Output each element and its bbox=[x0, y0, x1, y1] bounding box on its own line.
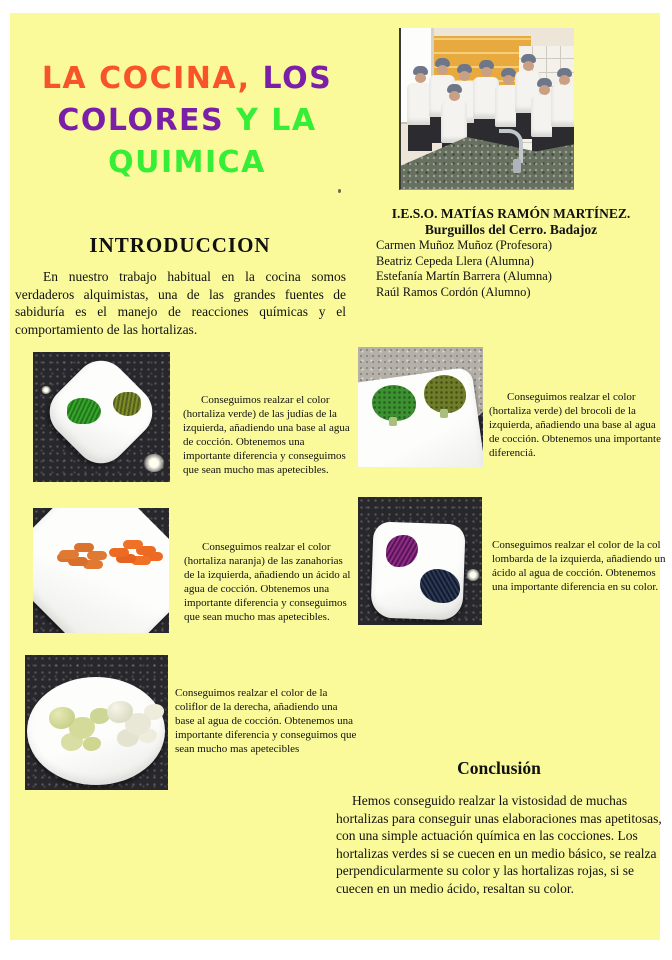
caption-brocoli: Conseguimos realzar el color (hortaliza verde) del brocoli de la izquierda, añadiendo una base al agua de cocción. Obtenemos una importante diferenciá. bbox=[489, 391, 661, 459]
title-part-colores: COLORES bbox=[57, 103, 225, 138]
introduction-heading: INTRODUCCION bbox=[89, 233, 271, 257]
conclusion-text: Hemos conseguido realzar la vistosidad de muchas hortalizas para conseguir unas elaboraciones mas apetitosas, con una simple actuación química en las cocciones. Los hortalizas verdes si se cuecen en un medio básico, se realza perpendicularmente su color y las hortalizas rojas, si se cuecen en un medio ácido, resaltan su color. bbox=[336, 793, 662, 896]
beans-bright-pile bbox=[67, 398, 101, 424]
plate bbox=[33, 508, 169, 633]
broccoli-bright-pile bbox=[372, 385, 416, 421]
photo-judias-verdes bbox=[33, 352, 170, 482]
photo-coliflor bbox=[25, 655, 168, 790]
plate bbox=[358, 367, 483, 467]
beans-olive-pile bbox=[113, 392, 141, 416]
light-glare bbox=[466, 569, 480, 581]
title-part-la-cocina: LA COCINA, bbox=[41, 61, 251, 96]
title-part-y-la: Y LA bbox=[224, 103, 317, 138]
title-line-1 bbox=[28, 58, 346, 100]
student-figure bbox=[551, 68, 574, 153]
plate bbox=[39, 352, 163, 474]
carrots-bright-pile bbox=[109, 548, 129, 557]
plate bbox=[27, 677, 165, 785]
carrots-dull-pile bbox=[59, 550, 79, 559]
conclusion-heading: Conclusión bbox=[457, 758, 541, 778]
broccoli-olive-pile bbox=[424, 375, 466, 413]
school-name: I.E.S.O. MATÍAS RAMÓN MARTÍNEZ. bbox=[391, 206, 631, 221]
faucet-icon bbox=[499, 129, 523, 163]
school-credits bbox=[362, 206, 660, 300]
title-line-2 bbox=[28, 100, 346, 142]
faucet-base bbox=[513, 159, 521, 173]
plate bbox=[370, 521, 465, 620]
photo-col-lombarda bbox=[358, 497, 482, 625]
photo-brocoli bbox=[358, 347, 483, 467]
member-name: Beatriz Cepeda Llera (Alumna) bbox=[376, 253, 534, 268]
title-part-quimica: QUIMICA bbox=[108, 145, 266, 180]
title-part-los: LOS bbox=[250, 61, 333, 96]
light-glare bbox=[143, 454, 165, 472]
introduction-text: En nuestro trabajo habitual en la cocina somos verdaderos alquimistas, una de las grandes fuentes de sabiduría es el manejo de reacciones químicas y el comportamiento de las hortalizas. bbox=[15, 269, 346, 337]
students-kitchen-photo bbox=[399, 28, 574, 190]
caption-coliflor: Conseguimos realzar el color de la coliflor de la derecha, añadiendo una base al agua de cocción. Obtenemos una importante diferencia y conseguimos que sean mucho mas apetecibles bbox=[175, 687, 357, 755]
member-name: Carmen Muñoz Muñoz (Profesora) bbox=[376, 238, 552, 252]
title-line-3 bbox=[28, 142, 346, 184]
school-location: Burguillos del Cerro. Badajoz bbox=[424, 222, 598, 237]
stray-ink-mark bbox=[338, 189, 341, 193]
member-name: Estefanía Martín Barrera (Alumna) bbox=[376, 269, 552, 283]
caption-col-lombarda: Conseguimos realzar el color de la col lombarda de la izquierda, añadiendo un ácido al agua de cocción. Obtenemos una importante diferencia en su color. bbox=[492, 539, 666, 593]
photo-zanahorias bbox=[33, 508, 169, 633]
member-name: Raúl Ramos Cordón (Alumno) bbox=[376, 284, 531, 299]
poster-title bbox=[28, 58, 346, 184]
caption-zanahorias: Conseguimos realzar el color (hortaliza naranja) de las zanahorias de la izquierda, añadiendo un ácido al agua de cocción. Obtenemos una importante diferencia y conseguimos que sean mucho mas apetecibles. bbox=[184, 541, 351, 623]
light-glare bbox=[41, 386, 51, 394]
caption-judias: Conseguimos realzar el color (hortaliza verde) de las judías de la izquierda, añadiendo una base al agua de cocción. Obtenemos una importante diferencia y conseguimos que sean mucho mas apetecibles. bbox=[183, 394, 350, 476]
